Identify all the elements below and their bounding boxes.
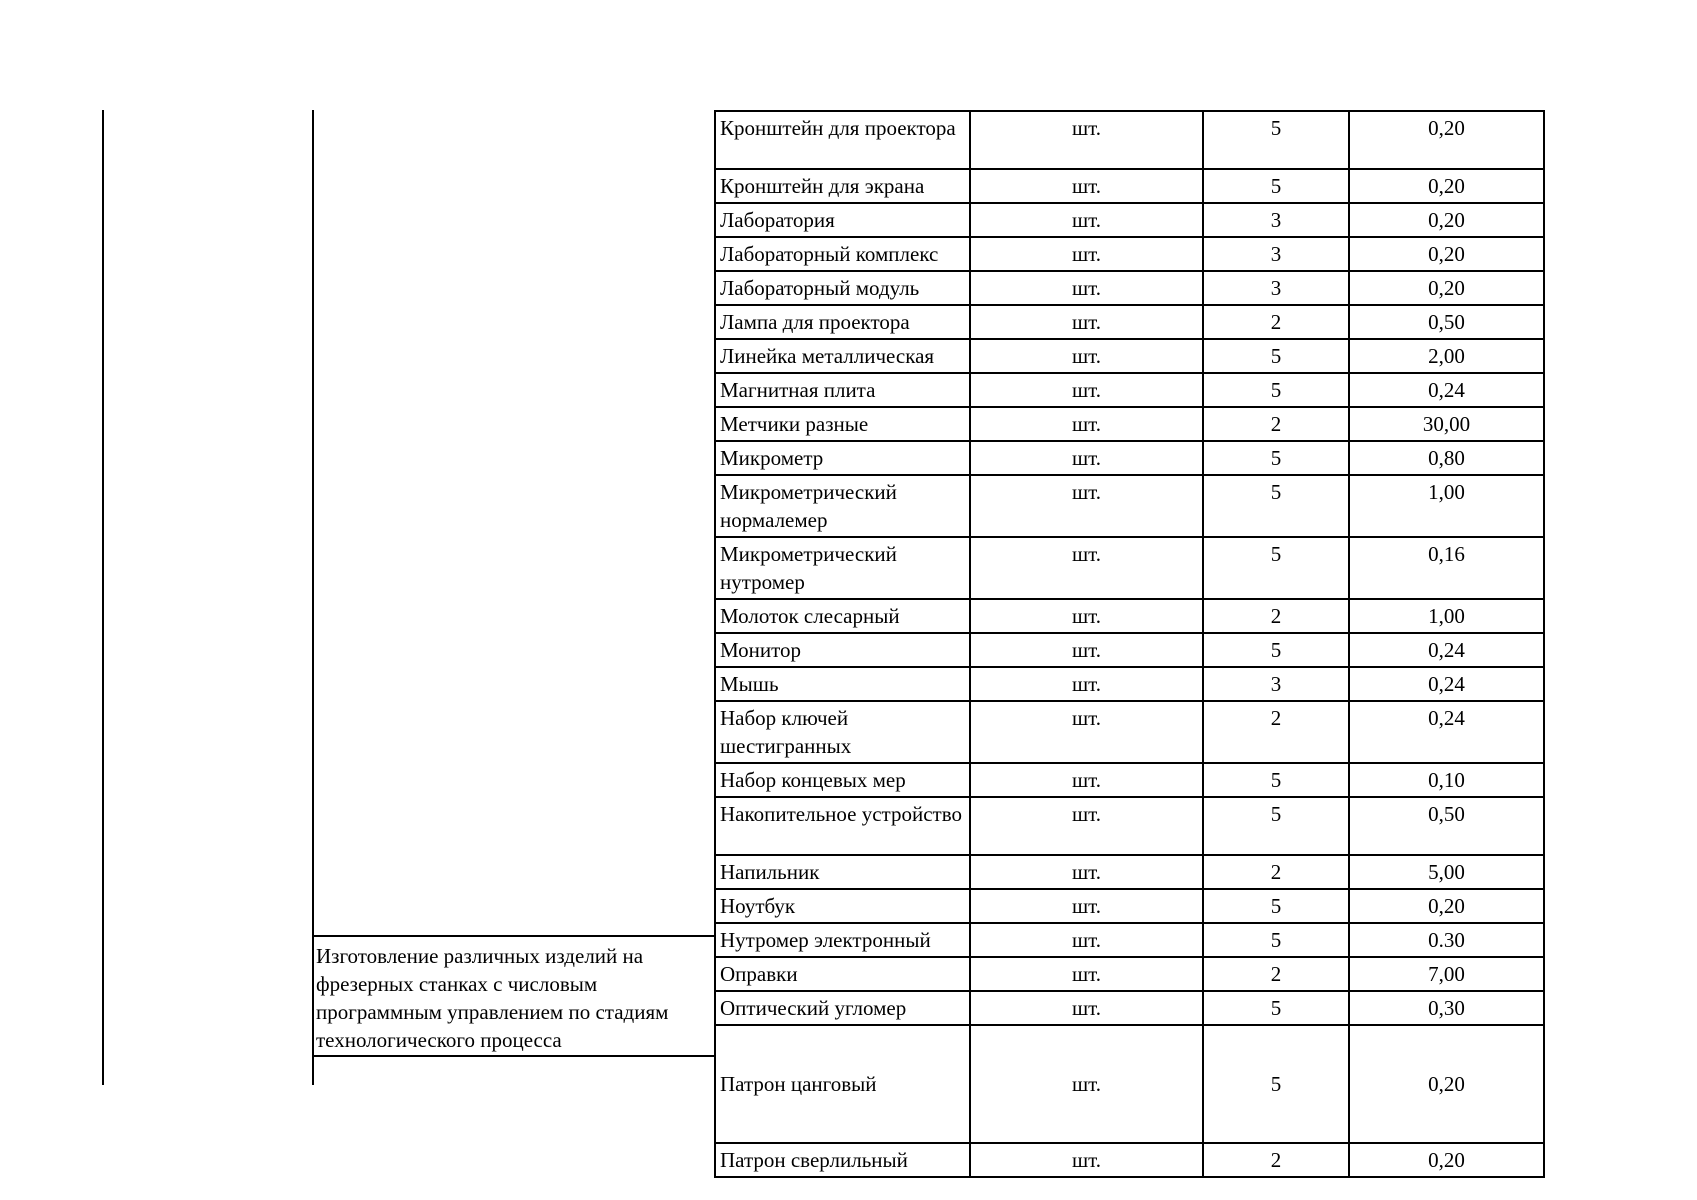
rate-cell: 30,00 xyxy=(1349,407,1544,441)
table-row xyxy=(715,991,1544,1025)
rate-cell: 0,50 xyxy=(1349,797,1544,855)
quantity-cell: 5 xyxy=(1203,889,1349,923)
table-row xyxy=(715,599,1544,633)
item-name-cell: Накопительное устройство xyxy=(715,797,970,855)
unit-cell: шт. xyxy=(970,305,1203,339)
table-row xyxy=(715,475,1544,537)
item-name-cell: Кронштейн для проектора xyxy=(715,111,970,169)
item-name-cell: Напильник xyxy=(715,855,970,889)
unit-cell: шт. xyxy=(970,923,1203,957)
table-row xyxy=(715,763,1544,797)
item-name-cell: Патрон сверлильный xyxy=(715,1143,970,1177)
item-name-cell: Лабораторный модуль xyxy=(715,271,970,305)
rate-cell: 0,24 xyxy=(1349,701,1544,763)
rate-cell: 0,20 xyxy=(1349,271,1544,305)
process-description: Изготовление различных изделий на фрезерных станках с числовым программным управлением по стадиям технологического процесса xyxy=(316,944,669,1052)
quantity-cell: 5 xyxy=(1203,169,1349,203)
process-column-line xyxy=(312,110,314,1085)
quantity-cell: 5 xyxy=(1203,763,1349,797)
item-name-cell: Метчики разные xyxy=(715,407,970,441)
rate-cell: 1,00 xyxy=(1349,475,1544,537)
quantity-cell: 2 xyxy=(1203,701,1349,763)
unit-cell: шт. xyxy=(970,667,1203,701)
rate-cell: 0,10 xyxy=(1349,763,1544,797)
item-name-cell: Линейка металлическая xyxy=(715,339,970,373)
unit-cell: шт. xyxy=(970,111,1203,169)
item-name-cell: Микрометрический нормалемер xyxy=(715,475,970,537)
left-border-line xyxy=(102,110,104,1085)
table-row xyxy=(715,373,1544,407)
quantity-cell: 2 xyxy=(1203,855,1349,889)
rate-cell: 0,24 xyxy=(1349,373,1544,407)
unit-cell: шт. xyxy=(970,797,1203,855)
rate-cell: 0,50 xyxy=(1349,305,1544,339)
rate-cell: 0,24 xyxy=(1349,633,1544,667)
item-name-cell: Микрометр xyxy=(715,441,970,475)
unit-cell: шт. xyxy=(970,339,1203,373)
rate-cell: 0,20 xyxy=(1349,889,1544,923)
item-name-cell: Лампа для проектора xyxy=(715,305,970,339)
quantity-cell: 5 xyxy=(1203,339,1349,373)
unit-cell: шт. xyxy=(970,701,1203,763)
item-name-cell: Нутромер электронный xyxy=(715,923,970,957)
unit-cell: шт. xyxy=(970,633,1203,667)
table-row xyxy=(715,667,1544,701)
rate-cell: 0,24 xyxy=(1349,667,1544,701)
table-row xyxy=(715,889,1544,923)
rate-cell: 0,30 xyxy=(1349,991,1544,1025)
quantity-cell: 5 xyxy=(1203,991,1349,1025)
quantity-cell: 2 xyxy=(1203,407,1349,441)
process-top-line xyxy=(312,935,714,937)
table-row xyxy=(715,633,1544,667)
quantity-cell: 3 xyxy=(1203,203,1349,237)
process-bottom-line xyxy=(312,1055,714,1057)
quantity-cell: 5 xyxy=(1203,797,1349,855)
unit-cell: шт. xyxy=(970,441,1203,475)
unit-cell: шт. xyxy=(970,991,1203,1025)
rate-cell: 0,16 xyxy=(1349,537,1544,599)
item-name-cell: Монитор xyxy=(715,633,970,667)
quantity-cell: 3 xyxy=(1203,271,1349,305)
item-name-cell: Набор ключей шестигранных xyxy=(715,701,970,763)
rate-cell: 7,00 xyxy=(1349,957,1544,991)
unit-cell: шт. xyxy=(970,373,1203,407)
table-row xyxy=(715,957,1544,991)
table-row xyxy=(715,701,1544,763)
table-row xyxy=(715,1025,1544,1143)
item-name-cell: Оптический угломер xyxy=(715,991,970,1025)
unit-cell: шт. xyxy=(970,1143,1203,1177)
quantity-cell: 5 xyxy=(1203,441,1349,475)
unit-cell: шт. xyxy=(970,407,1203,441)
quantity-cell: 3 xyxy=(1203,237,1349,271)
table-row xyxy=(715,111,1544,169)
item-name-cell: Набор концевых мер xyxy=(715,763,970,797)
rate-cell: 0.30 xyxy=(1349,923,1544,957)
table-row xyxy=(715,855,1544,889)
table-row xyxy=(715,407,1544,441)
item-name-cell: Кронштейн для экрана xyxy=(715,169,970,203)
quantity-cell: 5 xyxy=(1203,475,1349,537)
quantity-cell: 5 xyxy=(1203,111,1349,169)
rate-cell: 0,20 xyxy=(1349,1143,1544,1177)
unit-cell: шт. xyxy=(970,203,1203,237)
unit-cell: шт. xyxy=(970,957,1203,991)
unit-cell: шт. xyxy=(970,475,1203,537)
item-name-cell: Лабораторный комплекс xyxy=(715,237,970,271)
unit-cell: шт. xyxy=(970,169,1203,203)
table-row xyxy=(715,237,1544,271)
table-row xyxy=(715,169,1544,203)
unit-cell: шт. xyxy=(970,537,1203,599)
equipment-table-body xyxy=(715,111,1544,1177)
rate-cell: 0,20 xyxy=(1349,169,1544,203)
quantity-cell: 5 xyxy=(1203,923,1349,957)
rate-cell: 2,00 xyxy=(1349,339,1544,373)
table-row xyxy=(715,339,1544,373)
item-name-cell: Патрон цанговый xyxy=(715,1025,970,1143)
item-name-cell: Микрометрический нутромер xyxy=(715,537,970,599)
unit-cell: шт. xyxy=(970,271,1203,305)
quantity-cell: 5 xyxy=(1203,633,1349,667)
quantity-cell: 3 xyxy=(1203,667,1349,701)
rate-cell: 5,00 xyxy=(1349,855,1544,889)
rate-cell: 1,00 xyxy=(1349,599,1544,633)
table-row xyxy=(715,797,1544,855)
rate-cell: 0,20 xyxy=(1349,1025,1544,1143)
unit-cell: шт. xyxy=(970,763,1203,797)
table-row xyxy=(715,537,1544,599)
quantity-cell: 2 xyxy=(1203,1143,1349,1177)
unit-cell: шт. xyxy=(970,889,1203,923)
table-row xyxy=(715,923,1544,957)
quantity-cell: 2 xyxy=(1203,957,1349,991)
table-row xyxy=(715,1143,1544,1177)
table-row xyxy=(715,271,1544,305)
unit-cell: шт. xyxy=(970,855,1203,889)
quantity-cell: 5 xyxy=(1203,537,1349,599)
rate-cell: 0,20 xyxy=(1349,203,1544,237)
item-name-cell: Мышь xyxy=(715,667,970,701)
quantity-cell: 5 xyxy=(1203,1025,1349,1143)
unit-cell: шт. xyxy=(970,599,1203,633)
item-name-cell: Ноутбук xyxy=(715,889,970,923)
table-row xyxy=(715,305,1544,339)
unit-cell: шт. xyxy=(970,1025,1203,1143)
rate-cell: 0,20 xyxy=(1349,237,1544,271)
item-name-cell: Лаборатория xyxy=(715,203,970,237)
quantity-cell: 2 xyxy=(1203,599,1349,633)
rate-cell: 0,20 xyxy=(1349,111,1544,169)
item-name-cell: Молоток слесарный xyxy=(715,599,970,633)
quantity-cell: 2 xyxy=(1203,305,1349,339)
table-row xyxy=(715,203,1544,237)
rate-cell: 0,80 xyxy=(1349,441,1544,475)
quantity-cell: 5 xyxy=(1203,373,1349,407)
unit-cell: шт. xyxy=(970,237,1203,271)
item-name-cell: Оправки xyxy=(715,957,970,991)
table-row xyxy=(715,441,1544,475)
equipment-table xyxy=(714,110,1545,1178)
item-name-cell: Магнитная плита xyxy=(715,373,970,407)
